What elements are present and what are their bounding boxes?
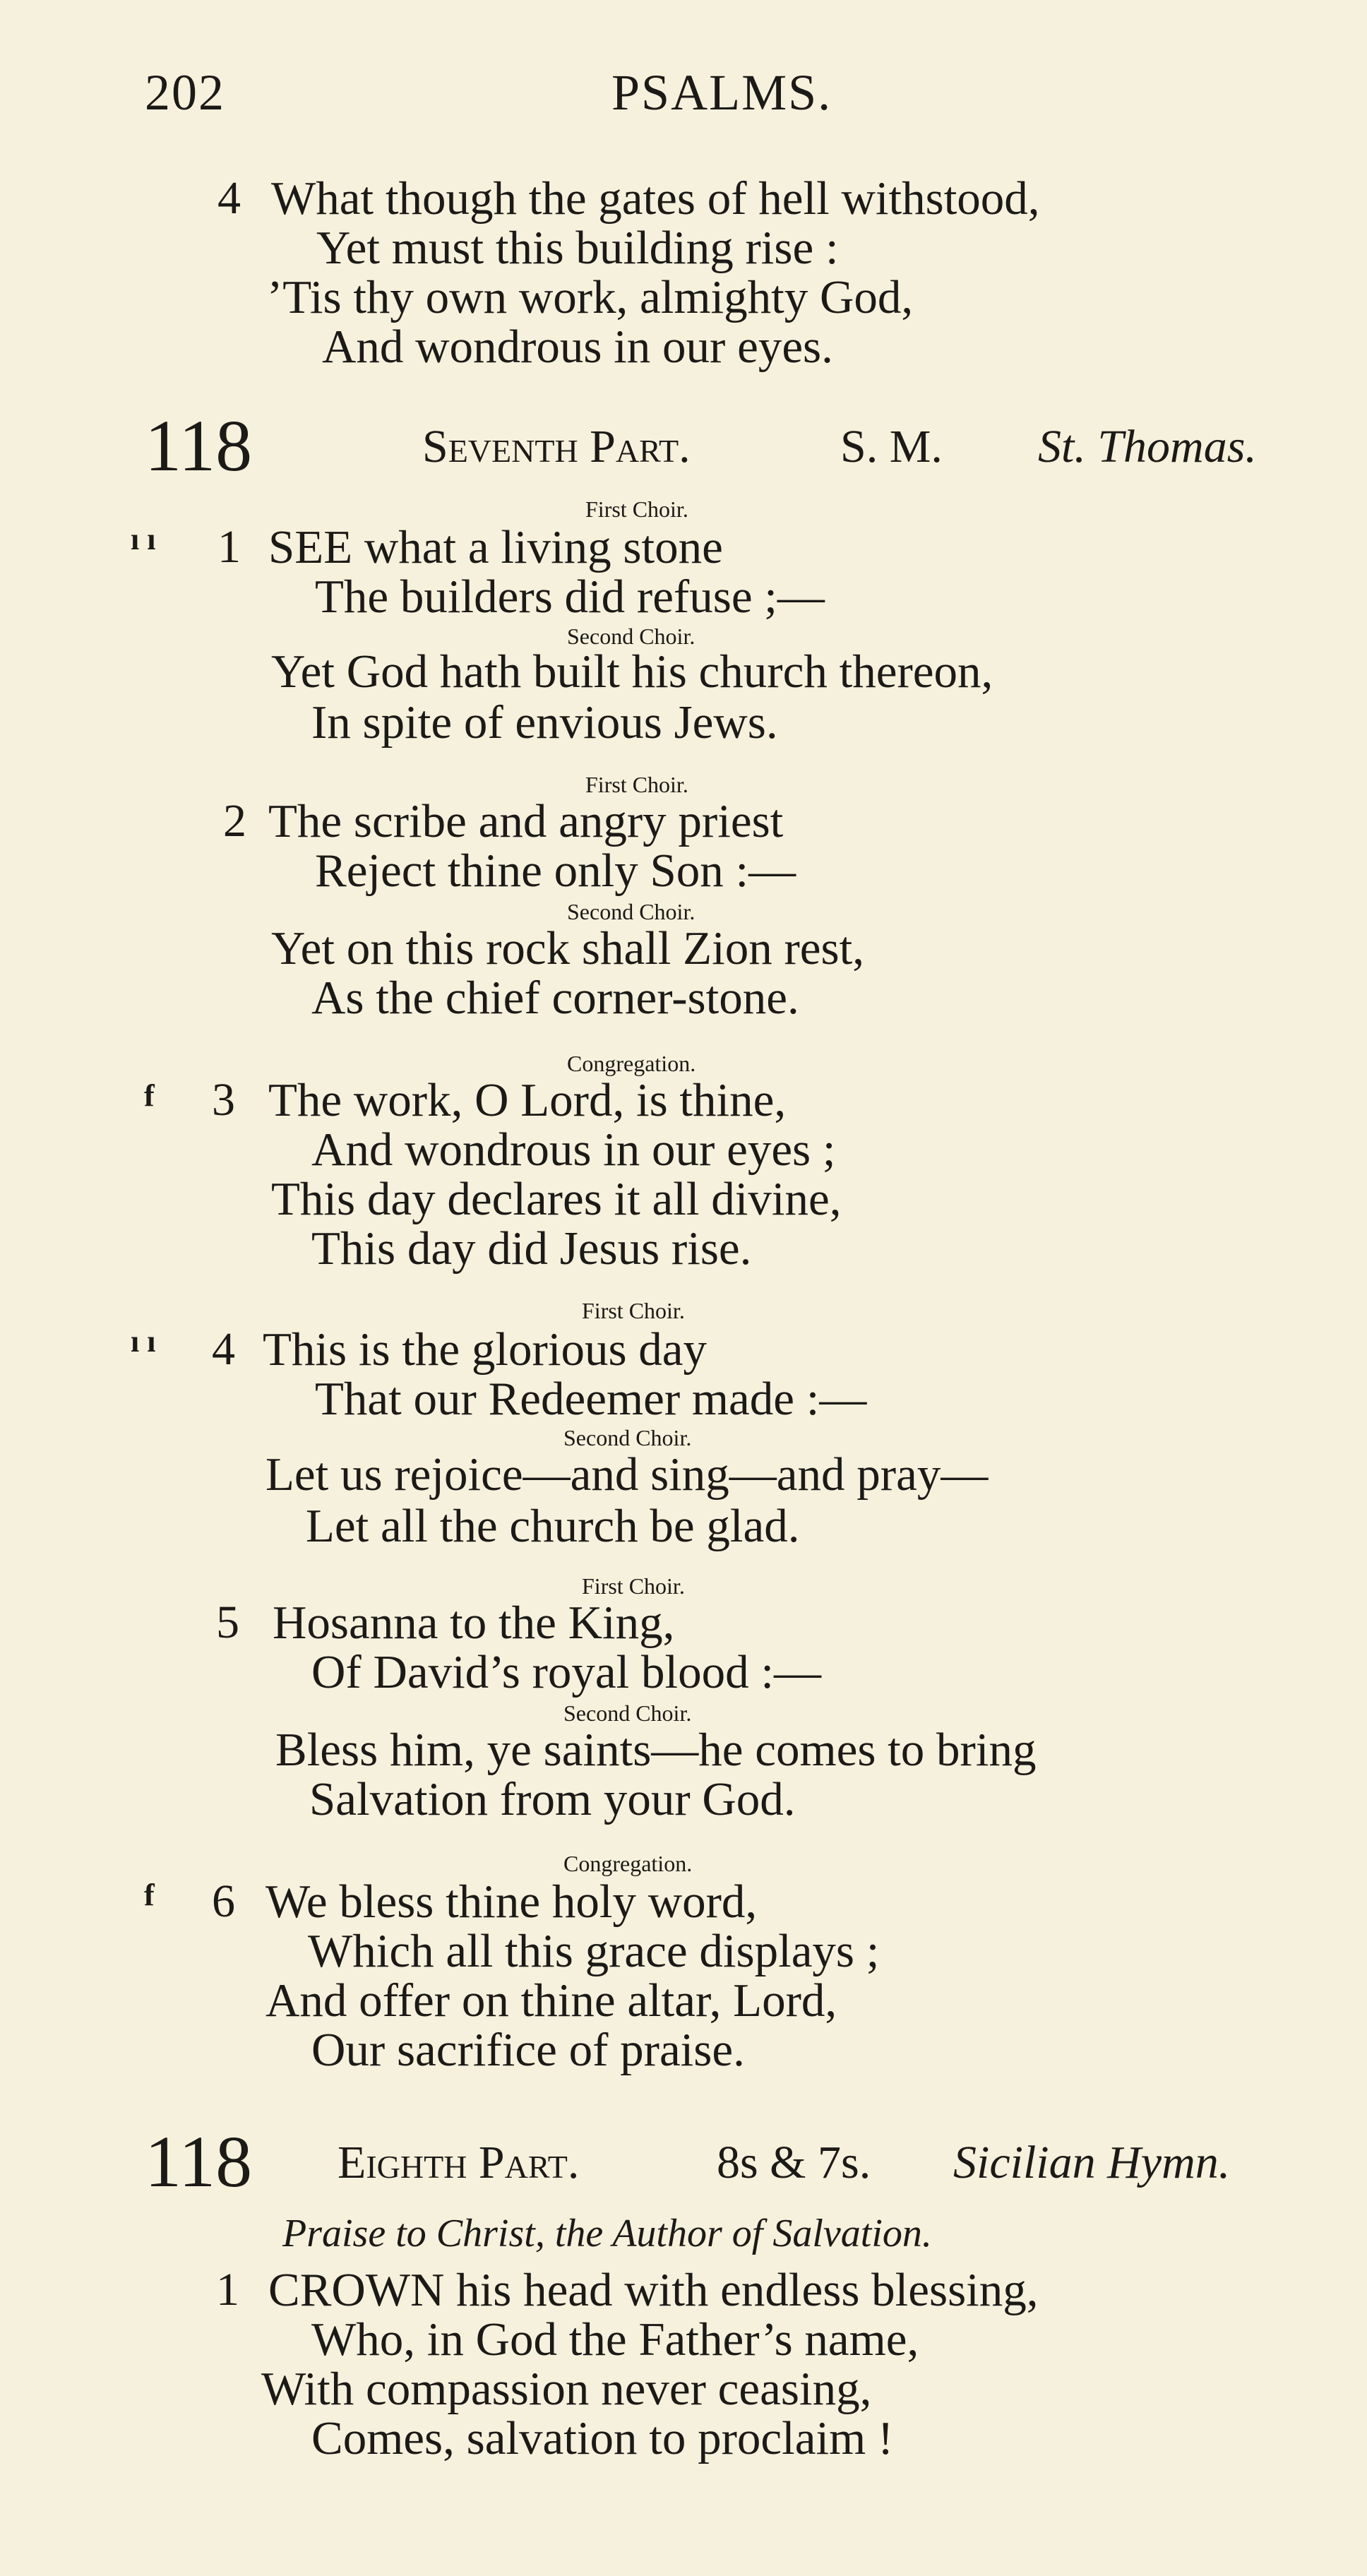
choir-direction: First Choir. <box>582 1573 685 1599</box>
hymn-part: Eighth Part. <box>338 2137 580 2188</box>
verse-line: And offer on thine altar, Lord, <box>265 1974 837 2027</box>
choir-direction: Congregation. <box>563 1851 693 1876</box>
stanza-number: 1 <box>216 2264 239 2315</box>
verse-line: This day did Jesus rise. <box>311 1222 752 1275</box>
dynamic-mark: f <box>144 1078 155 1113</box>
verse-line: What though the gates of hell withstood, <box>271 172 1040 225</box>
verse-line: Reject thine only Son :— <box>315 845 796 897</box>
choir-direction: First Choir. <box>585 772 688 797</box>
verse-line: Of David’s royal blood :— <box>311 1646 822 1698</box>
verse-line: In spite of envious Jews. <box>311 696 778 749</box>
hymn-meter: 8s & 7s. <box>717 2137 871 2188</box>
verse-line: Salvation from your God. <box>309 1773 796 1825</box>
stanza-number: 4 <box>217 172 241 224</box>
running-title: PSALMS. <box>611 64 832 121</box>
stanza-number: 1 <box>217 521 241 573</box>
verse-line: Let all the church be glad. <box>306 1500 800 1552</box>
stanza-number: 3 <box>212 1074 235 1126</box>
choir-direction: Second Choir. <box>567 624 696 649</box>
verse-line: The scribe and angry priest <box>268 795 784 847</box>
stanza-number: 6 <box>212 1876 235 1927</box>
hymn-subtitle: Praise to Christ, the Author of Salvation. <box>282 2212 932 2255</box>
hymn-number: 118 <box>145 405 253 487</box>
hymn-tune: Sicilian Hymn. <box>953 2137 1231 2188</box>
verse-line: Bless him, ye saints—he comes to bring <box>275 1724 1037 1776</box>
hymn-part: Seventh Part. <box>422 421 691 472</box>
choir-direction: First Choir. <box>585 496 688 522</box>
verse-line: Yet on this rock shall Zion rest, <box>271 922 864 974</box>
dynamic-mark: f <box>144 1878 155 1912</box>
verse-line: Yet God hath built his church thereon, <box>271 645 993 698</box>
verse-line: Who, in God the Father’s name, <box>311 2313 919 2366</box>
verse-line: ’Tis thy own work, almighty God, <box>267 271 914 323</box>
verse-line: With compassion never ceasing, <box>261 2363 872 2415</box>
verse-line: We bless thine holy word, <box>265 1876 758 1928</box>
verse-line: That our Redeemer made :— <box>315 1373 867 1425</box>
choir-direction: First Choir. <box>582 1298 685 1323</box>
verse-line: Hosanna to the King, <box>273 1597 675 1649</box>
verse-line: The builders did refuse ;— <box>315 571 825 623</box>
stanza-number: 4 <box>212 1323 235 1375</box>
choir-direction: Congregation. <box>567 1051 696 1076</box>
stanza-number: 5 <box>216 1597 239 1648</box>
stanza-number: 2 <box>223 795 246 847</box>
verse-line: Comes, salvation to proclaim ! <box>311 2412 894 2464</box>
verse-line: As the chief corner-stone. <box>311 972 799 1024</box>
page-number: 202 <box>145 64 225 121</box>
choir-direction: Second Choir. <box>567 899 696 924</box>
verse-line: CROWN his head with endless blessing, <box>268 2264 1039 2316</box>
dynamic-mark: ı ı <box>131 522 156 556</box>
hymn-number: 118 <box>145 2121 253 2202</box>
verse-line: The work, O Lord, is thine, <box>268 1074 787 1126</box>
choir-direction: Second Choir. <box>563 1425 692 1450</box>
verse-line: Our sacrifice of praise. <box>311 2024 745 2076</box>
verse-line: And wondrous in our eyes ; <box>311 1123 836 1176</box>
verse-line: SEE what a living stone <box>268 521 723 573</box>
verse-line: Which all this grace displays ; <box>308 1925 880 1977</box>
hymn-meter: S. M. <box>840 421 943 472</box>
verse-line: Let us rejoice—and sing—and pray— <box>265 1448 989 1501</box>
verse-line: And wondrous in our eyes. <box>322 321 833 373</box>
dynamic-mark: ı ı <box>131 1324 156 1359</box>
hymn-tune: St. Thomas. <box>1038 421 1257 472</box>
verse-line: This is the glorious day <box>263 1323 708 1376</box>
choir-direction: Second Choir. <box>563 1700 692 1726</box>
verse-line: Yet must this building rise : <box>316 222 839 274</box>
verse-line: This day declares it all divine, <box>271 1173 842 1225</box>
